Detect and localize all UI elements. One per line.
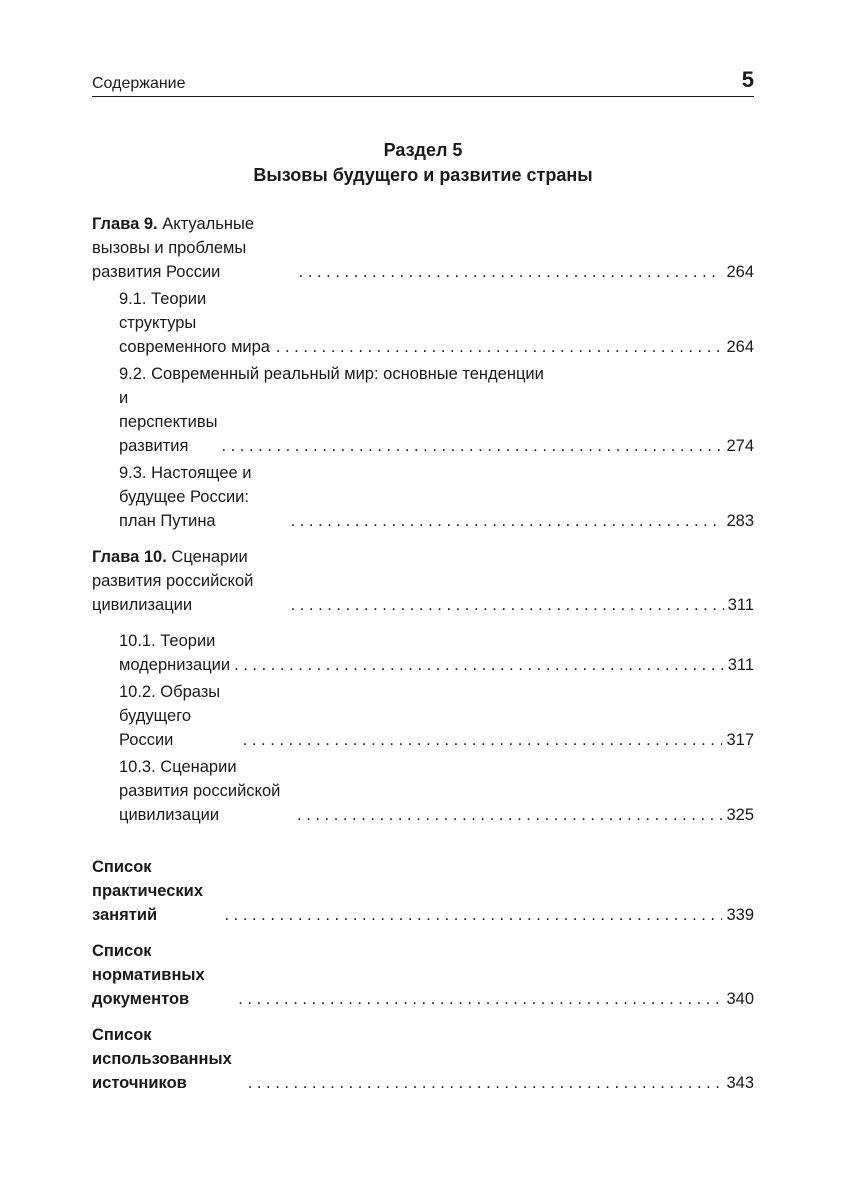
section-title: Вызовы будущего и развитие страны xyxy=(253,165,593,185)
section-title: 9.1. Теории структуры современного мира xyxy=(119,290,270,356)
toc-page-ref: 343 xyxy=(726,1074,754,1092)
toc-sources-list[interactable] xyxy=(92,1023,754,1095)
toc-page-ref: 340 xyxy=(726,990,754,1008)
leader-dots xyxy=(291,593,724,617)
toc-section-9-1[interactable] xyxy=(92,287,754,359)
leader-dots xyxy=(238,987,722,1011)
toc-page-ref: 264 xyxy=(726,338,754,356)
leader-dots xyxy=(234,653,724,677)
page-number: 5 xyxy=(741,67,754,92)
leader-dots xyxy=(297,803,722,827)
toc-page-ref: 311 xyxy=(727,656,754,674)
running-header xyxy=(92,68,754,97)
toc-normative-list[interactable] xyxy=(92,939,754,1011)
running-title: Содержание xyxy=(92,75,186,92)
section-title-line1: 9.2. Современный реальный мир: основные тенденции xyxy=(119,365,544,383)
toc-page-ref: 283 xyxy=(726,512,754,530)
list-title: Список нормативных документов xyxy=(92,942,205,1008)
toc-chapter-10[interactable] xyxy=(92,545,754,617)
toc-page-ref: 264 xyxy=(726,263,754,281)
toc-page-ref: 311 xyxy=(727,596,754,614)
toc-page-ref: 325 xyxy=(726,806,754,824)
toc-practice-list[interactable] xyxy=(92,855,754,927)
section-title: 10.1. Теории модернизации xyxy=(119,632,231,674)
section-title: 10.3. Сценарии развития российской цивилизации xyxy=(119,758,281,824)
leader-dots xyxy=(224,903,722,927)
toc-section-10-1[interactable] xyxy=(92,629,754,677)
toc-section-10-3[interactable] xyxy=(92,755,754,827)
leader-dots xyxy=(243,728,723,752)
toc-section-9-2[interactable] xyxy=(92,362,754,458)
list-title: Список использованных источников xyxy=(92,1026,232,1092)
toc-page-ref: 317 xyxy=(726,731,754,749)
chapter-label: Глава 9. xyxy=(92,215,158,233)
chapter-title: Актуальные вызовы и проблемы развития России xyxy=(92,215,254,281)
leader-dots xyxy=(291,509,723,533)
toc-page-ref: 339 xyxy=(726,906,754,924)
section-title-line2: и перспективы развития xyxy=(119,389,218,455)
toc-page-ref: 274 xyxy=(726,437,754,455)
chapter-title: Сценарии развития российской цивилизации xyxy=(92,548,254,614)
leader-dots xyxy=(221,434,722,458)
toc-chapter-9[interactable] xyxy=(92,212,754,284)
leader-dots xyxy=(276,335,723,359)
toc-section-10-2[interactable] xyxy=(92,680,754,752)
leader-dots xyxy=(299,260,723,284)
list-title: Список практических занятий xyxy=(92,858,203,924)
toc-section-9-3[interactable] xyxy=(92,461,754,533)
section-number: Раздел 5 xyxy=(383,140,463,160)
section-title: 9.3. Настоящее и будущее России: план Путина xyxy=(119,464,252,530)
table-of-contents xyxy=(92,212,754,1095)
section-title: 10.2. Образы будущего России xyxy=(119,683,221,749)
chapter-label: Глава 10. xyxy=(92,548,167,566)
leader-dots xyxy=(248,1071,723,1095)
section-heading xyxy=(92,138,754,188)
